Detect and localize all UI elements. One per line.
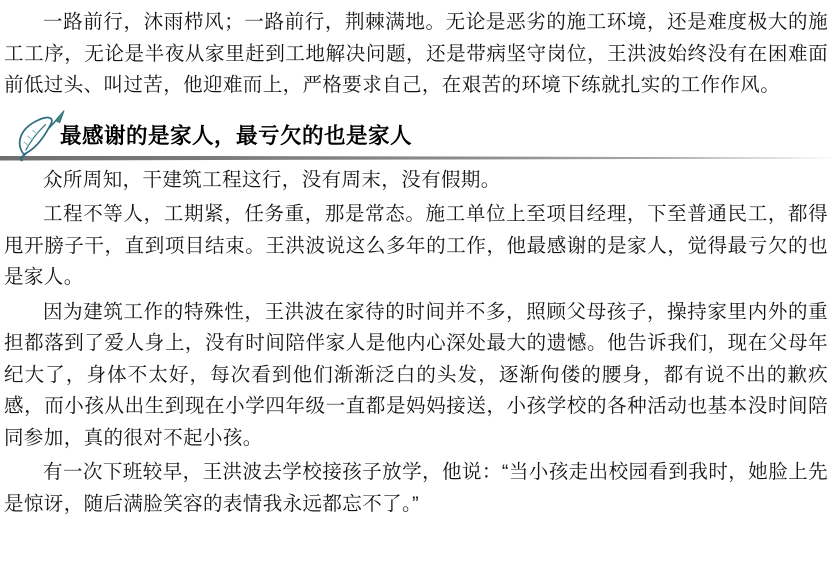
paragraph: 众所周知，干建筑工程这行，没有周末，没有假期。 [43, 168, 501, 191]
quill-feather-icon [16, 108, 66, 164]
section-heading [4, 108, 828, 165]
paragraph: 工程不等人，工期紧，任务重，那是常态。施工单位上至项目经理，下至普通民工，都得甩开膀子干，直到项目结束。王洪波说这么多年的工作，他最感谢的是家人，觉得最亏欠的也是家人。 [4, 203, 828, 288]
paragraph: 有一次下班较早，王洪波去学校接孩子放学，他说：“当小孩走出校园看到我时，她脸上先是惊讶，随后满脸笑容的表情我永远都忘不了。” [4, 461, 828, 515]
paragraph: 因为建筑工作的特殊性，王洪波在家待的时间并不多，照顾父母孩子，操持家里内外的重担都落到了爱人身上，没有时间陪伴家人是他内心深处最大的遗憾。他告诉我们，现在父母年纪大了，身体不太好，每次看到他们渐渐泛白的头发，逐渐佝偻的腰身，都有说不出的歉疚感，而小孩从出生到现在小学四年级一直都是妈妈接送，小孩学校的各种活动也基本没时间陪同参加，真的很对不起小孩。 [4, 300, 828, 449]
intro-paragraph: 一路前行，沐雨栉风；一路前行，荆棘满地。无论是恶劣的施工环境，还是难度极大的施工工序，无论是半夜从家里赶到工地解决问题，还是带病坚守岗位，王洪波始终没有在困难面前低过头、叫过苦，他迎难而上，严格要求自己，在艰苦的环境下练就扎实的工作作风。 [4, 11, 828, 96]
section-divider [0, 156, 835, 161]
section-title: 最感谢的是家人，最亏欠的也是家人 [60, 123, 413, 148]
